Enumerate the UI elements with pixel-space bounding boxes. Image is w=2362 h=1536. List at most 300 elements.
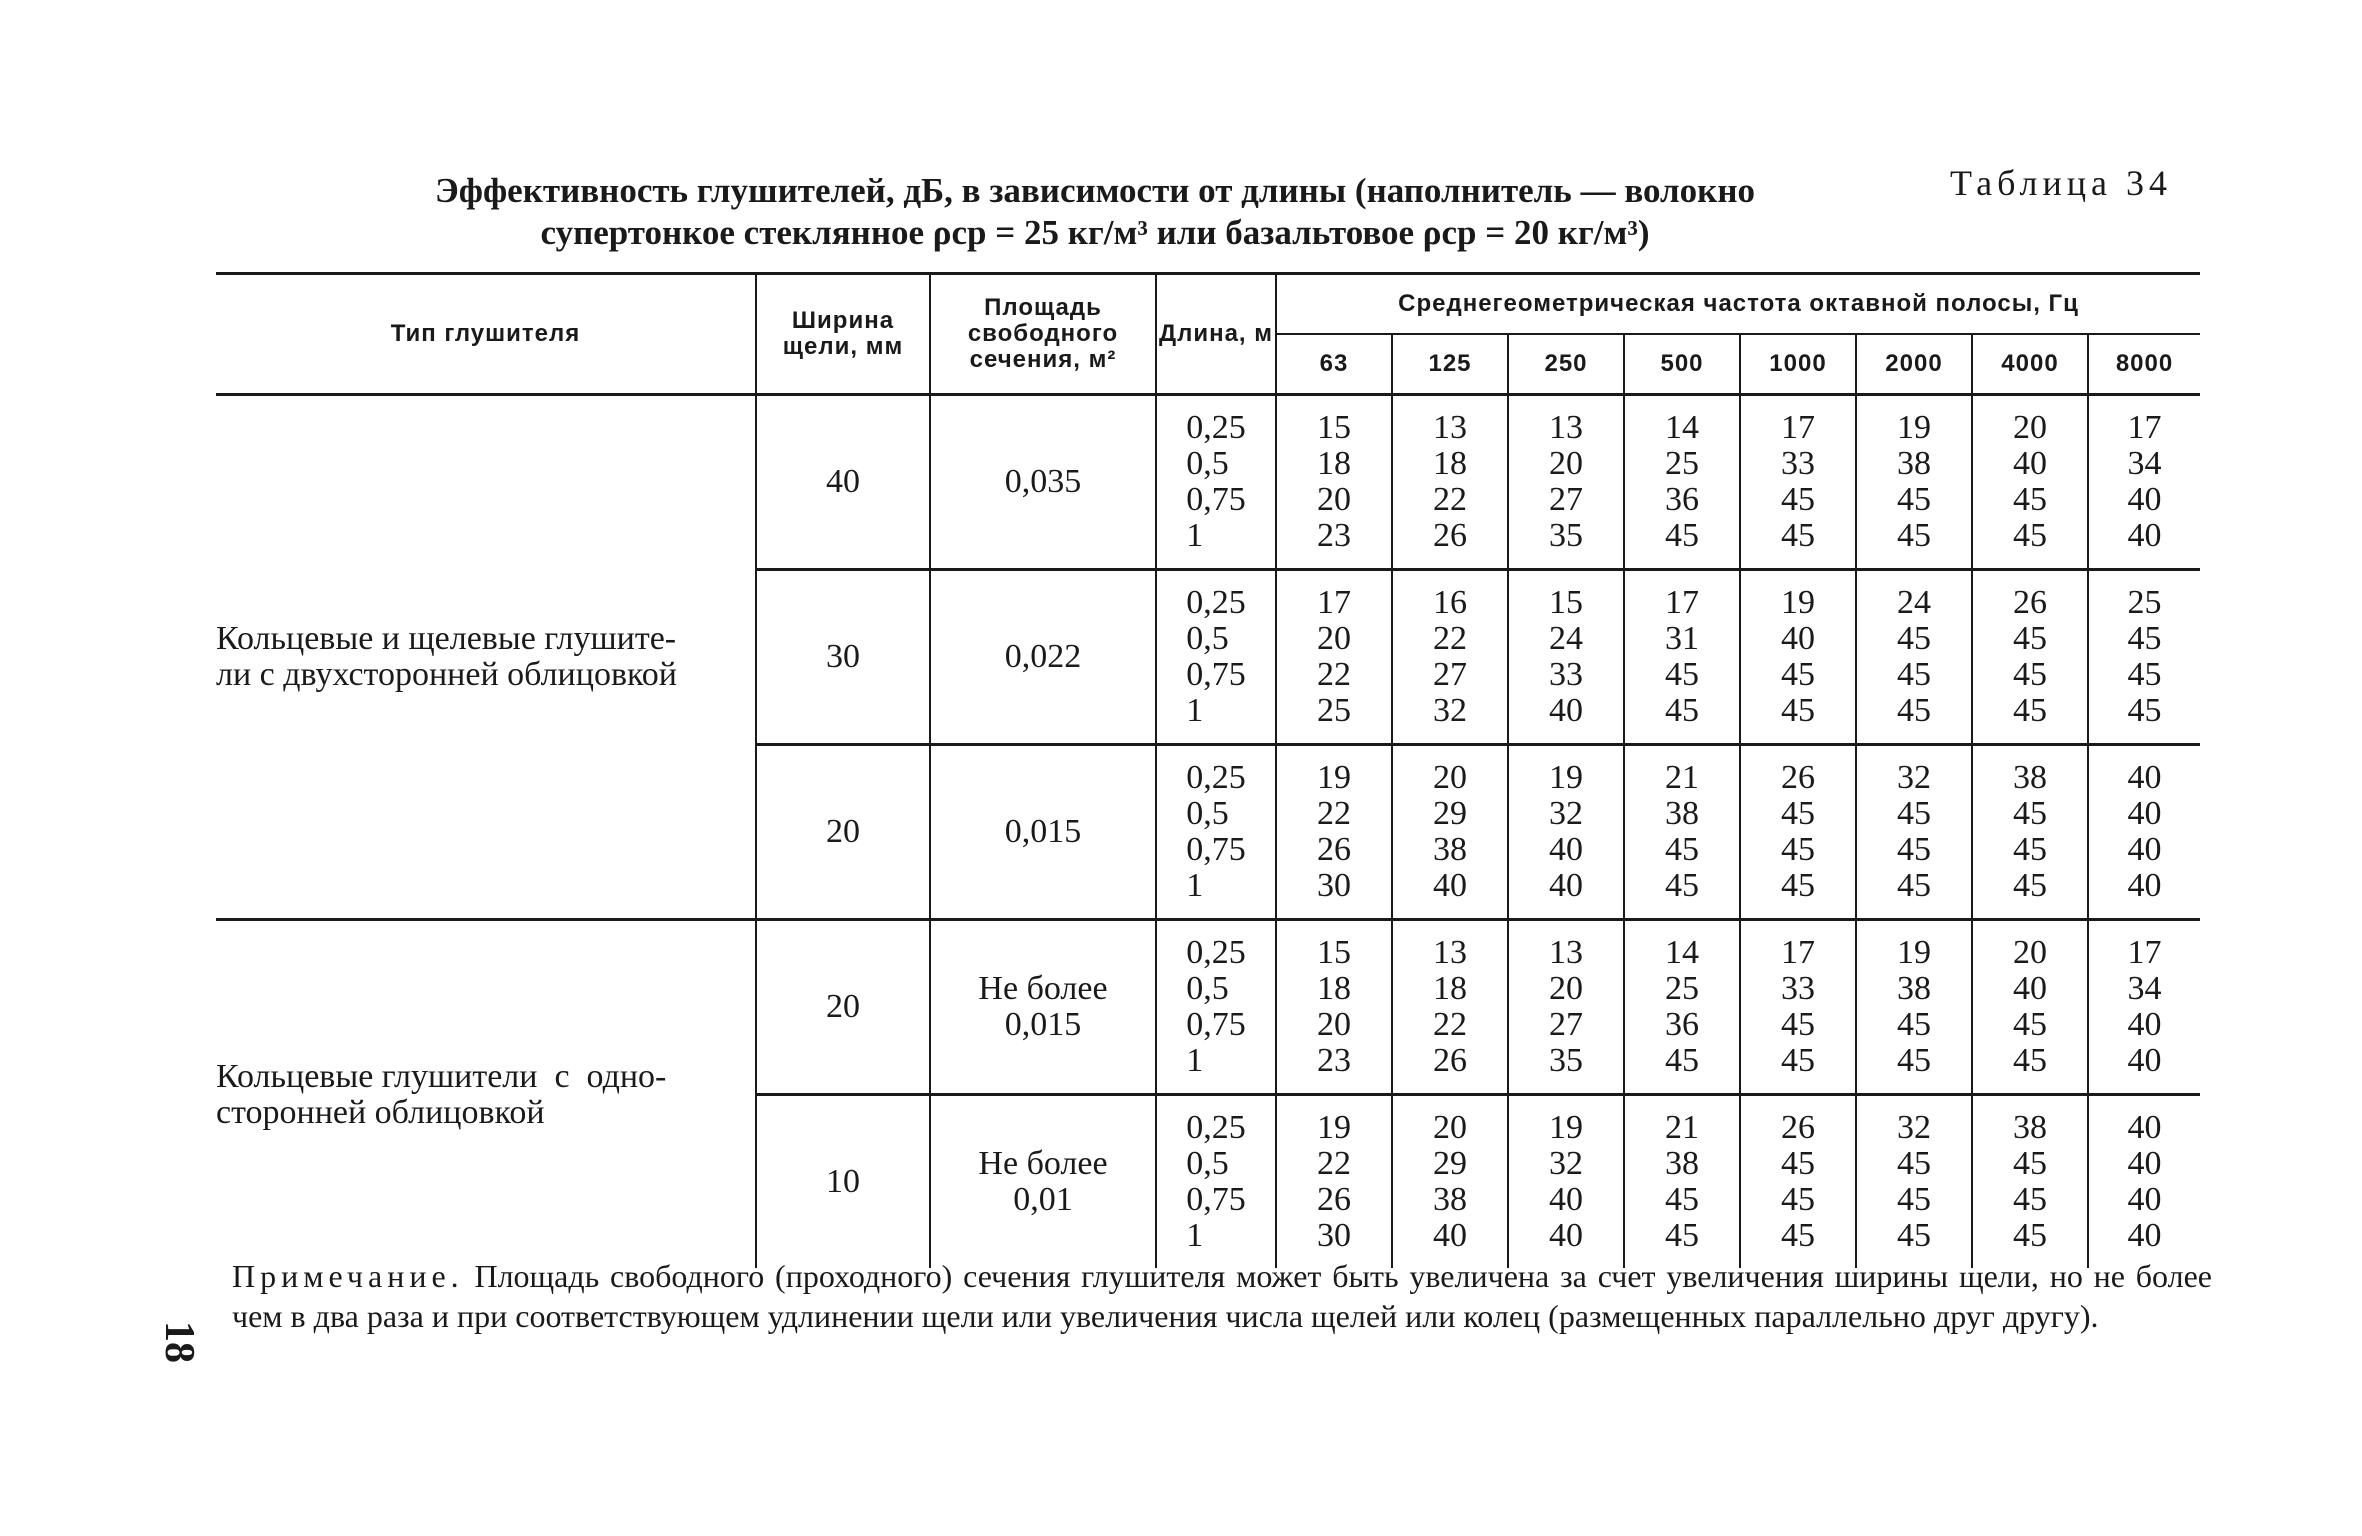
efficiency-value: 20 [1433,1109,1467,1146]
efficiency-stack [1549,585,1583,729]
header-frequency-group: Среднегеометрическая частота октавной полосы, Гц [1276,274,2200,335]
caption-line-1: Эффективность глушителей, дБ, в зависимости от длины (наполнитель — волокно [435,171,1755,210]
efficiency-value: 21 [1665,759,1699,796]
efficiency-value: 20 [1317,1006,1351,1043]
efficiency-value: 40 [2013,970,2047,1007]
efficiency-value: 45 [2127,656,2162,693]
efficiency-stack [1781,410,1815,554]
efficiency-value: 26 [1781,759,1815,796]
header-length: Длина, м [1156,274,1276,395]
efficiency-value: 45 [1665,1042,1699,1079]
efficiency-value: 29 [1433,1145,1467,1182]
length-cell [1156,1095,1276,1269]
efficiency-value: 26 [1433,517,1467,554]
efficiency-value: 34 [2127,445,2162,482]
efficiency-value: 40 [1549,692,1583,729]
efficiency-value: 32 [1549,1145,1583,1182]
efficiency-value: 40 [2127,1217,2162,1254]
efficiency-cell [1856,1095,1972,1269]
efficiency-value: 26 [1317,831,1351,868]
efficiency-stack [1665,585,1699,729]
efficiency-cell [1972,745,2088,920]
efficiency-value: 20 [1549,970,1583,1007]
efficiency-value: 25 [1665,445,1699,482]
efficiency-value: 36 [1665,1006,1699,1043]
efficiency-value: 45 [2013,620,2047,657]
efficiency-stack [1665,760,1699,904]
free-area-line: 0,015 [1004,813,1082,850]
efficiency-value: 19 [1317,759,1351,796]
efficiency-value: 40 [2127,1006,2162,1043]
efficiency-value: 38 [1665,1145,1699,1182]
table-number: Таблица 34 [1950,163,2172,203]
muffler-type-line: ли с двухсторонней облицовкой [216,656,677,693]
efficiency-stack [1317,760,1351,904]
efficiency-cell [1392,1095,1508,1269]
efficiency-value: 20 [1317,620,1351,657]
table-caption [330,170,1860,254]
header-freq: 2000 [1856,334,1972,395]
free-area-line: Не более [978,1145,1108,1182]
free-area-cell [930,745,1156,920]
header-freq: 250 [1508,334,1624,395]
efficiency-cell [1276,570,1392,745]
efficiency-value: 45 [1781,1042,1815,1079]
efficiency-value: 45 [1781,517,1815,554]
length-value: 0,5 [1186,1145,1229,1182]
efficiency-value: 45 [1897,1042,1931,1079]
efficiency-value: 45 [1781,1181,1815,1218]
efficiency-value: 40 [2127,517,2162,554]
efficiency-value: 22 [1317,795,1351,832]
efficiency-stack [1317,410,1351,554]
efficiency-value: 45 [2013,795,2047,832]
efficiency-value: 45 [1897,1181,1931,1218]
length-stack [1186,1110,1246,1254]
efficiency-cell [1508,1095,1624,1269]
efficiency-cell [1508,395,1624,570]
efficiency-stack [2128,585,2162,729]
free-area-line: 0,035 [1004,463,1082,500]
efficiency-value: 27 [1549,481,1583,518]
efficiency-stack [1781,585,1815,729]
efficiency-value: 17 [2127,934,2162,971]
efficiency-value: 36 [1665,481,1699,518]
efficiency-cell [1856,395,1972,570]
efficiency-value: 19 [1897,934,1931,971]
header-width: Ширина щели, мм [756,274,930,395]
efficiency-value: 31 [1665,620,1699,657]
efficiency-value: 20 [2013,934,2047,971]
length-cell [1156,920,1276,1095]
table-note [232,1256,2212,1336]
efficiency-cell [1508,745,1624,920]
efficiency-value: 45 [2013,1145,2047,1182]
efficiency-value: 45 [1897,517,1931,554]
efficiency-value: 45 [1781,1145,1815,1182]
efficiency-stack [1897,935,1931,1079]
efficiency-value: 45 [1897,1217,1931,1254]
efficiency-value: 19 [1781,584,1815,621]
length-value: 1 [1186,1217,1204,1254]
length-value: 1 [1186,1042,1204,1079]
efficiency-value: 32 [1549,795,1583,832]
efficiency-cell [1972,1095,2088,1269]
efficiency-value: 35 [1549,517,1583,554]
efficiency-value: 22 [1317,656,1351,693]
efficiency-value: 40 [1549,1217,1583,1254]
efficiency-cell [1740,745,1856,920]
length-value: 0,5 [1186,620,1229,657]
efficiency-cell [1624,570,1740,745]
efficiency-value: 40 [1433,1217,1467,1254]
efficiency-value: 26 [1433,1042,1467,1079]
header-freq: 63 [1276,334,1392,395]
length-value: 0,25 [1186,584,1246,621]
length-value: 0,75 [1186,1006,1246,1043]
efficiency-value: 45 [2013,1006,2047,1043]
efficiency-value: 17 [1781,409,1815,446]
efficiency-value: 13 [1549,409,1583,446]
efficiency-stack [1781,760,1815,904]
efficiency-cell [1276,920,1392,1095]
efficiency-value: 30 [1317,1217,1351,1254]
efficiency-value: 45 [1781,656,1815,693]
efficiency-cell [1508,570,1624,745]
efficiency-value: 45 [1665,1217,1699,1254]
efficiency-cell [1740,395,1856,570]
length-value: 1 [1186,692,1204,729]
efficiency-cell [1392,745,1508,920]
efficiency-value: 45 [1897,692,1931,729]
efficiency-stack [1781,1110,1815,1254]
free-area-line: Не более [978,970,1108,1007]
slot-width-cell: 20 [756,920,930,1095]
efficiency-value: 40 [2127,831,2162,868]
efficiency-value: 18 [1433,970,1467,1007]
header-freq: 4000 [1972,334,2088,395]
efficiency-value: 45 [2013,1042,2047,1079]
efficiency-stack [1665,410,1699,554]
efficiency-value: 17 [1665,584,1699,621]
length-value: 0,25 [1186,1109,1246,1146]
efficiency-value: 45 [2013,1217,2047,1254]
efficiency-value: 21 [1665,1109,1699,1146]
free-area-cell [930,570,1156,745]
free-area-cell [930,1095,1156,1269]
efficiency-value: 19 [1549,1109,1583,1146]
efficiency-value: 20 [1317,481,1351,518]
caption-line-2: супертонкое стеклянное ρср = 25 кг/м³ или базальтовое ρср = 20 кг/м³) [540,213,1650,252]
length-value: 0,5 [1186,970,1229,1007]
efficiency-cell [1856,570,1972,745]
efficiency-value: 45 [2127,692,2162,729]
efficiency-stack [1897,1110,1931,1254]
length-stack [1186,585,1246,729]
length-value: 0,75 [1186,1181,1246,1218]
header-freq: 125 [1392,334,1508,395]
efficiency-cell [1972,395,2088,570]
efficiency-value: 40 [2127,481,2162,518]
efficiency-value: 45 [2013,867,2047,904]
efficiency-value: 45 [2013,481,2047,518]
efficiency-value: 45 [2013,831,2047,868]
efficiency-value: 35 [1549,1042,1583,1079]
efficiency-stack [1897,410,1931,554]
efficiency-value: 45 [1897,831,1931,868]
efficiency-value: 27 [1433,656,1467,693]
length-cell [1156,745,1276,920]
table-body [216,395,2200,1269]
efficiency-cell [1276,1095,1392,1269]
efficiency-value: 24 [1549,620,1583,657]
efficiency-value: 40 [2127,759,2162,796]
efficiency-value: 45 [1897,1145,1931,1182]
efficiency-value: 40 [2127,1181,2162,1218]
efficiency-value: 22 [1433,620,1467,657]
efficiency-value: 38 [1665,795,1699,832]
efficiency-value: 25 [1317,692,1351,729]
efficiency-value: 22 [1317,1145,1351,1182]
efficiency-stack [1897,585,1931,729]
efficiency-value: 16 [1433,584,1467,621]
efficiency-stack [1433,585,1467,729]
efficiency-cell [1740,1095,1856,1269]
length-stack [1186,760,1246,904]
length-value: 1 [1186,517,1204,554]
efficiency-cell [1508,920,1624,1095]
efficiency-value: 45 [1665,692,1699,729]
efficiency-stack [1433,760,1467,904]
efficiency-value: 13 [1433,934,1467,971]
efficiency-cell [1740,570,1856,745]
efficiency-value: 32 [1897,1109,1931,1146]
efficiency-value: 45 [1665,831,1699,868]
efficiency-value: 13 [1433,409,1467,446]
efficiency-value: 45 [2013,517,2047,554]
efficiency-cell [1624,920,1740,1095]
efficiency-value: 23 [1317,1042,1351,1079]
efficiency-value: 45 [2013,656,2047,693]
efficiency-value: 26 [2013,584,2047,621]
efficiency-cell [1972,920,2088,1095]
efficiency-value: 38 [1433,831,1467,868]
efficiency-value: 45 [1665,517,1699,554]
efficiency-stack [2128,935,2162,1079]
efficiency-value: 45 [1781,1217,1815,1254]
efficiency-value: 32 [1897,759,1931,796]
free-area-cell [930,920,1156,1095]
muffler-type-cell [216,395,756,920]
efficiency-value: 40 [2127,795,2162,832]
free-area-line: 0,022 [1004,638,1082,675]
efficiency-cell [1392,570,1508,745]
length-value: 0,25 [1186,934,1246,971]
length-value: 0,25 [1186,409,1246,446]
efficiency-value: 45 [1665,656,1699,693]
table-row [216,920,2200,1095]
page-number: 18 [156,1321,202,1363]
efficiency-value: 40 [2127,1109,2162,1146]
efficiency-value: 20 [1433,759,1467,796]
length-value: 1 [1186,867,1204,904]
efficiency-value: 40 [1549,831,1583,868]
efficiency-stack [1317,585,1351,729]
efficiency-value: 45 [1781,795,1815,832]
efficiency-value: 45 [1897,620,1931,657]
efficiency-value: 45 [1665,1181,1699,1218]
efficiency-value: 22 [1433,1006,1467,1043]
header-freq: 1000 [1740,334,1856,395]
efficiency-value: 20 [2013,409,2047,446]
efficiency-cell [1624,1095,1740,1269]
efficiency-cell [1276,395,1392,570]
efficiency-value: 19 [1897,409,1931,446]
efficiency-value: 33 [1549,656,1583,693]
efficiency-value: 20 [1549,445,1583,482]
efficiency-value: 25 [2127,584,2162,621]
efficiency-stack [1433,935,1467,1079]
efficiency-value: 15 [1549,584,1583,621]
efficiency-value: 38 [1433,1181,1467,1218]
slot-width-cell: 40 [756,395,930,570]
length-value: 0,75 [1186,481,1246,518]
efficiency-stack [2013,935,2047,1079]
header-area: Площадь свободного сечения, м² [930,274,1156,395]
efficiency-value: 45 [2013,1181,2047,1218]
free-area-line: 0,01 [1013,1181,1073,1218]
efficiency-value: 25 [1665,970,1699,1007]
efficiency-cell [1276,745,1392,920]
efficiency-stack [1549,1110,1583,1254]
header-freq: 500 [1624,334,1740,395]
efficiency-stack [1433,410,1467,554]
efficiency-stack [2013,410,2047,554]
efficiency-cell [1624,395,1740,570]
efficiency-stack [2128,760,2162,904]
header-freq: 8000 [2088,334,2200,395]
free-area-cell [930,395,1156,570]
length-value: 0,75 [1186,831,1246,868]
efficiency-value: 45 [1781,867,1815,904]
efficiency-value: 29 [1433,795,1467,832]
efficiency-value: 45 [1781,481,1815,518]
efficiency-stack [2128,410,2162,554]
efficiency-stack [2013,1110,2047,1254]
efficiency-cell [2088,920,2200,1095]
efficiency-stack [1549,410,1583,554]
efficiency-stack [1897,760,1931,904]
muffler-type-line: Кольцевые и щелевые глушите- [216,620,677,657]
efficiency-value: 45 [2013,692,2047,729]
efficiency-cell [2088,395,2200,570]
efficiency-stack [1665,935,1699,1079]
efficiency-value: 38 [1897,970,1931,1007]
slot-width-cell: 30 [756,570,930,745]
slot-width-cell: 20 [756,745,930,920]
efficiency-value: 18 [1317,445,1351,482]
efficiency-stack [1549,935,1583,1079]
efficiency-value: 17 [2127,409,2162,446]
efficiency-value: 19 [1317,1109,1351,1146]
note-lead: Примечание. [232,1258,464,1294]
length-stack [1186,410,1246,554]
efficiency-value: 30 [1317,867,1351,904]
efficiency-value: 45 [1897,867,1931,904]
efficiency-value: 45 [1781,692,1815,729]
efficiency-value: 45 [1897,656,1931,693]
length-cell [1156,395,1276,570]
efficiency-value: 40 [1781,620,1815,657]
length-value: 0,25 [1186,759,1246,796]
efficiency-value: 17 [1781,934,1815,971]
efficiency-value: 40 [2013,445,2047,482]
efficiency-value: 45 [1897,1006,1931,1043]
slot-width-cell: 10 [756,1095,930,1269]
efficiency-cell [1392,395,1508,570]
efficiency-cell [1856,920,1972,1095]
efficiency-stack [1549,760,1583,904]
efficiency-cell [1392,920,1508,1095]
length-value: 0,75 [1186,656,1246,693]
efficiency-cell [1624,745,1740,920]
efficiency-value: 40 [1549,867,1583,904]
efficiency-value: 45 [1665,867,1699,904]
header-type: Тип глушителя [216,274,756,395]
efficiency-value: 40 [2127,867,2162,904]
efficiency-value: 32 [1433,692,1467,729]
efficiency-stack [2013,585,2047,729]
note-text: Площадь свободного (проходного) сечения глушителя может быть увеличена за счет увеличения ширины щели, но не более чем в два раза и при соответствующем удлинении щели или увеличения числа щелей или колец (размещенных параллельно друг другу). [232,1258,2213,1334]
efficiency-cell [2088,1095,2200,1269]
efficiency-value: 14 [1665,409,1699,446]
efficiency-value: 45 [2127,620,2162,657]
efficiency-stack [1665,1110,1699,1254]
efficiency-value: 45 [1781,831,1815,868]
efficiency-cell [2088,745,2200,920]
efficiency-stack [1781,935,1815,1079]
efficiency-cell [1972,570,2088,745]
efficiency-cell [1856,745,1972,920]
efficiency-stack [1433,1110,1467,1254]
efficiency-value: 34 [2127,970,2162,1007]
table-row [216,395,2200,570]
efficiency-value: 26 [1317,1181,1351,1218]
efficiency-value: 33 [1781,970,1815,1007]
efficiency-value: 38 [1897,445,1931,482]
muffler-type-line: сторонней облицовкой [216,1093,545,1131]
length-cell [1156,570,1276,745]
efficiency-value: 19 [1549,759,1583,796]
efficiency-value: 45 [1781,1006,1815,1043]
efficiency-value: 40 [2127,1042,2162,1079]
efficiency-value: 26 [1781,1109,1815,1146]
length-value: 0,5 [1186,445,1229,482]
efficiency-value: 38 [2013,759,2047,796]
efficiency-value: 45 [1897,795,1931,832]
efficiency-value: 15 [1317,934,1351,971]
muffler-type-line: Кольцевые глушители с одно- [216,1057,667,1095]
efficiency-cell [1740,920,1856,1095]
efficiency-value: 22 [1433,481,1467,518]
muffler-efficiency-table [216,272,2200,1268]
efficiency-value: 14 [1665,934,1699,971]
efficiency-stack [1317,935,1351,1079]
efficiency-value: 18 [1433,445,1467,482]
length-stack [1186,935,1246,1079]
efficiency-value: 13 [1549,934,1583,971]
efficiency-stack [2128,1110,2162,1254]
